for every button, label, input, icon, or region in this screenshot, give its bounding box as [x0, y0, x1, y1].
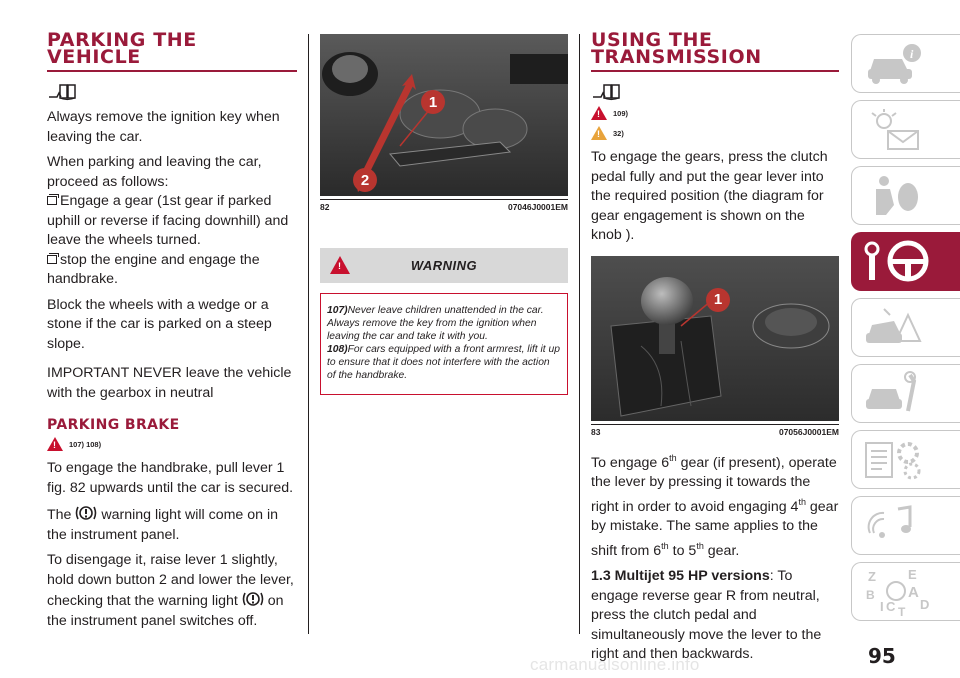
warning-body — [320, 293, 568, 395]
handbrake-figure — [320, 34, 568, 196]
warning-triangle-icon: ! — [47, 437, 63, 451]
safety-icon — [864, 173, 924, 218]
emergency-icon — [864, 305, 924, 350]
svg-text:T: T — [898, 604, 906, 617]
bullet-item: Engage a gear (1st gear if parked uphill or reverse if facing downhill) and leave the wheels turned. — [47, 193, 289, 248]
section-title-parking: PARKING THE VEHICLE — [47, 29, 197, 68]
subsection-title-parking-brake: PARKING BRAKE — [47, 417, 180, 433]
sidebar-tab-starting-driving[interactable] — [851, 232, 960, 291]
sidebar-tab-safety[interactable] — [851, 166, 960, 225]
warning-triangle-icon: ! — [591, 106, 607, 120]
warning-item: 107)Never leave children unattended in the car. Always remove the key from the ignition when leaving the car and take it with you. — [327, 305, 544, 342]
gear-lever-illustration — [591, 256, 839, 421]
sidebar-tab-technical-data[interactable] — [851, 430, 960, 489]
caution-ref: ! 32) — [591, 124, 839, 142]
paragraph: To engage the gears, press the clutch pedal fully and put the gear lever into the required position (the diagram for gear engagement is shown on the knob ). — [591, 149, 828, 243]
warning-triangle-icon: ! — [330, 256, 350, 274]
paragraph: 1.3 Multijet 95 HP versions: To engage reverse gear R from neutral, press the clutch pedal and simultaneously move the lever to the right and then backwards. — [591, 568, 822, 662]
svg-text:B: B — [866, 587, 875, 602]
paragraph: To engage the handbrake, pull lever 1 fig. 82 upwards until the car is secured. — [47, 460, 294, 496]
gear-lever-figure — [591, 256, 839, 421]
sidebar-tab-maintenance[interactable] — [851, 364, 960, 423]
callout-1: 1 — [706, 288, 730, 312]
title-rule — [591, 70, 839, 72]
watermark: carmanualsonline.info — [530, 655, 700, 674]
bullet-icon — [47, 255, 57, 264]
brake-warning-light-icon — [242, 590, 264, 608]
paragraph: Always remove the ignition key when leaving the car. — [47, 109, 280, 145]
warning-box — [320, 248, 568, 395]
callout-2: 2 — [353, 168, 377, 192]
sidebar-tab-multimedia[interactable] — [851, 496, 960, 555]
svg-text:A: A — [908, 583, 919, 601]
svg-text:C: C — [886, 598, 896, 614]
svg-text:Z: Z — [868, 568, 876, 584]
warning-item: 108)For cars equipped with a front armrest, lift it up to ensure that it does not interfere with the action of the handbrake. — [327, 344, 560, 381]
sidebar-tab-emergency[interactable] — [851, 298, 960, 357]
svg-text:E: E — [908, 566, 917, 582]
sidebar-tab-index[interactable] — [851, 562, 960, 621]
bullet-icon — [47, 196, 57, 205]
sidebar-tab-car-info[interactable] — [851, 34, 960, 93]
svg-text:D: D — [920, 596, 930, 612]
warning-header: ! WARNING — [320, 248, 568, 283]
svg-text:i: i — [910, 47, 914, 61]
warning-refs: ! 107) 108) — [47, 435, 297, 453]
manual-reference-icon — [47, 80, 297, 102]
manual-reference-icon — [591, 80, 839, 102]
paragraph: To disengage it, raise lever 1 slightly, hold down button 2 and lower the lever, checking that the warning light on the instrument panel switches off. — [47, 552, 294, 629]
right-column — [591, 29, 839, 665]
title-rule — [47, 70, 297, 72]
bullet-item: stop the engine and engage the handbrake. — [47, 251, 260, 287]
paragraph: When parking and leaving the car, proceed as follows: — [47, 154, 262, 190]
sidebar-tab-warning-lights[interactable] — [851, 100, 960, 159]
warning-lights-icon — [864, 107, 924, 152]
technical-data-icon — [864, 437, 924, 482]
paragraph: IMPORTANT NEVER leave the vehicle with the gearbox in neutral — [47, 365, 292, 401]
page-number: 95 — [868, 644, 896, 668]
callout-1: 1 — [421, 90, 445, 114]
middle-column — [320, 34, 568, 395]
brake-warning-light-icon — [75, 504, 97, 522]
column-divider — [308, 34, 309, 634]
paragraph: Block the wheels with a wedge or a stone if the car is parked on a steep slope. — [47, 296, 272, 352]
chapter-sidebar — [851, 34, 960, 628]
index-icon — [864, 567, 934, 617]
car-info-icon — [864, 41, 924, 86]
multimedia-icon — [864, 503, 924, 548]
steering-key-icon — [864, 239, 934, 284]
maintenance-icon — [864, 371, 924, 416]
paragraph: To engage 6th gear (if present), operate the lever by pressing it towards the right in order to avoid engaging 4th gear by mistake. The same applies to the shift from 6th to 5th gear. — [591, 452, 839, 559]
column-divider — [579, 34, 580, 634]
left-column — [47, 29, 297, 631]
paragraph: The warning light will come on in the instrument panel. — [47, 504, 297, 545]
section-title-transmission: USING THE TRANSMISSION — [591, 29, 762, 68]
warning-ref: ! 109) — [591, 104, 839, 122]
figure-caption: 82 07046J0001EM — [320, 199, 568, 212]
figure-caption: 83 07056J0001EM — [591, 424, 839, 437]
svg-text:I: I — [880, 598, 884, 614]
caution-triangle-icon: ! — [591, 126, 607, 140]
